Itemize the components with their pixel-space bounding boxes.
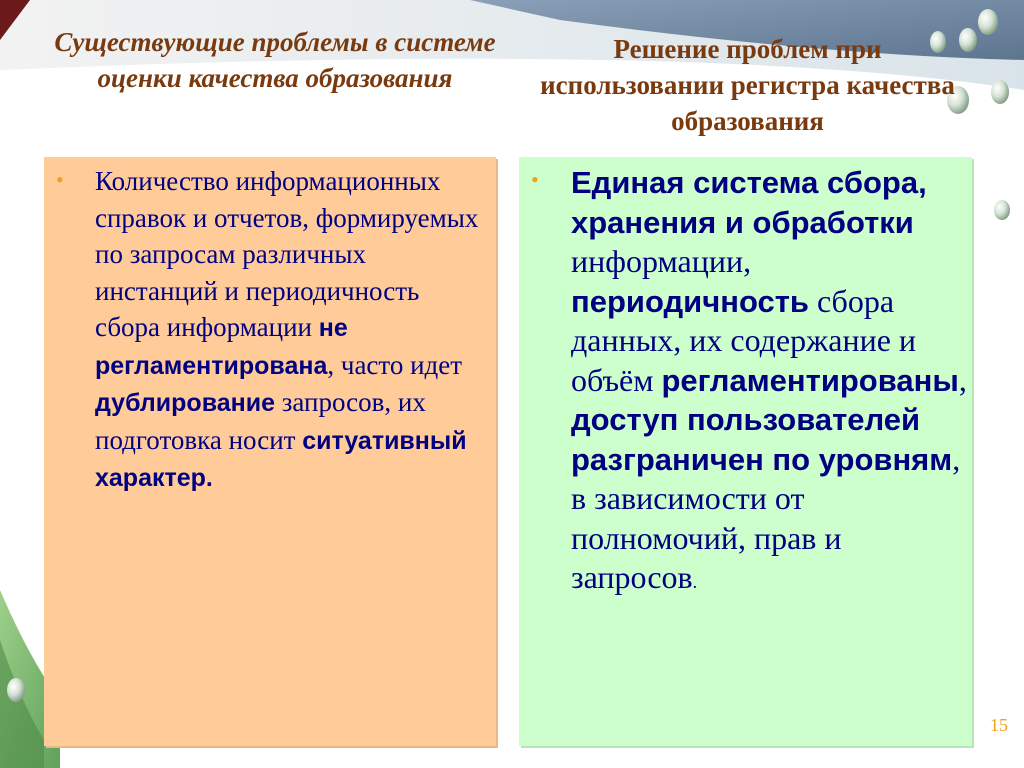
bullet-icon: •	[56, 167, 64, 192]
problems-text-part: Количество информационных справок и отчетов, формируемых по запросам различных инстанций и периодичность сбора информации	[95, 166, 479, 342]
solution-emphasis: доступ пользователей разграничен по уровням	[571, 402, 953, 477]
solution-text-end: .	[692, 572, 698, 592]
solution-text-part: ,	[958, 361, 967, 398]
solution-text	[571, 163, 967, 603]
problems-emphasis: не регламентирована	[95, 314, 348, 380]
solution-emphasis: Единая система сбора, хранения и обработки	[571, 165, 927, 240]
problems-heading: Существующие проблемы в системе оценки качества образования	[54, 27, 496, 93]
problems-text-part: , часто идет	[327, 349, 463, 380]
solution-emphasis: регламентированы	[661, 362, 959, 398]
problems-panel	[44, 157, 496, 746]
solution-panel	[519, 157, 972, 746]
problems-text-part: запросов, их подготовка носит	[95, 387, 426, 455]
problems-emphasis: дублирование	[95, 389, 276, 417]
page-number: 15	[990, 715, 1008, 735]
solution-text-part: сбора данных, их содержание и объём	[571, 282, 917, 398]
solution-heading: Решение проблем при использовании регистра качества образования	[540, 34, 955, 136]
solution-emphasis: периодичность	[571, 283, 809, 319]
problems-text	[95, 163, 491, 497]
problems-emphasis: ситуативный характер.	[95, 426, 467, 492]
solution-text-part: , в зависимости от полномочий, прав и запросов	[571, 440, 961, 595]
solution-text-part: информации,	[571, 243, 752, 279]
bullet-icon: •	[531, 167, 539, 192]
